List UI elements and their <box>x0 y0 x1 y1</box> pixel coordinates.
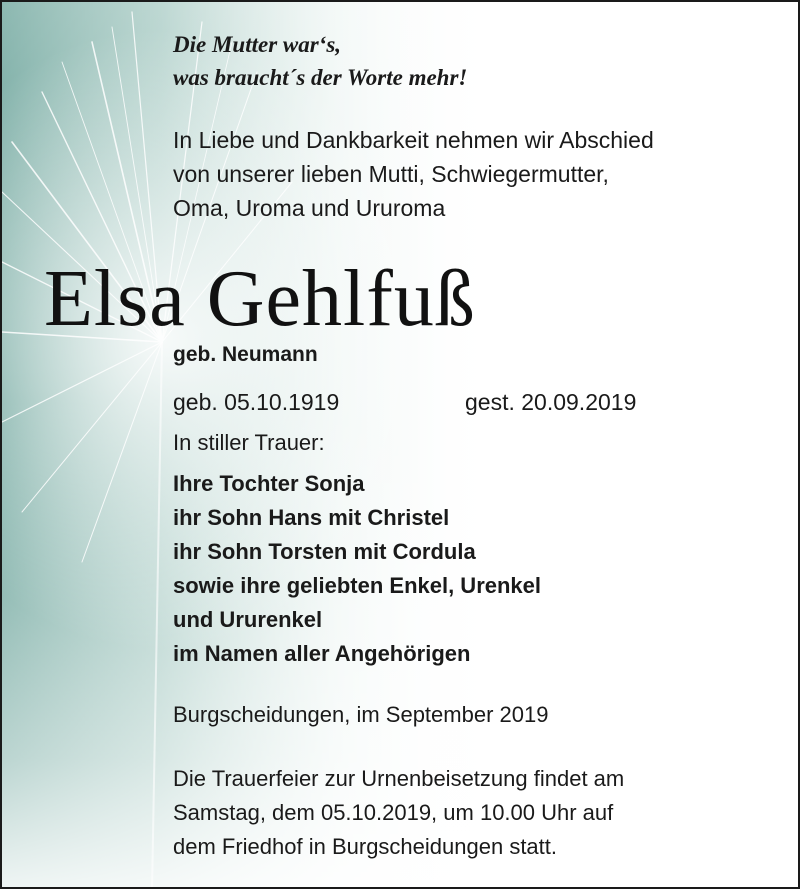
motto-line: was braucht´s der Worte mehr! <box>173 65 468 90</box>
deceased-name: Elsa Gehlfuß <box>44 255 476 343</box>
mourners-list <box>173 467 778 671</box>
life-dates <box>173 386 778 418</box>
mourning-intro: In stiller Trauer: <box>173 430 325 455</box>
mourner-line: ihr Sohn Hans mit Christel <box>173 505 450 530</box>
ceremony-info <box>173 762 778 864</box>
motto <box>173 28 778 94</box>
ceremony-line: Die Trauerfeier zur Urnenbeisetzung findet am <box>173 766 625 791</box>
death-date: gest. 20.09.2019 <box>465 389 637 415</box>
mourner-line: sowie ihre geliebten Enkel, Urenkel <box>173 573 542 598</box>
birth-date: geb. 05.10.1919 <box>173 389 340 415</box>
intro-line: Oma, Uroma und Ururoma <box>173 195 446 221</box>
mourner-line: ihr Sohn Torsten mit Cordula <box>173 539 476 564</box>
intro-line: In Liebe und Dankbarkeit nehmen wir Abschied <box>173 127 654 153</box>
maiden-name: geb. Neumann <box>173 343 318 366</box>
intro-text <box>173 123 778 225</box>
mourner-line: und Ururenkel <box>173 607 323 632</box>
ceremony-line: dem Friedhof in Burgscheidungen statt. <box>173 834 558 859</box>
place-and-date: Burgscheidungen, im September 2019 <box>173 702 549 727</box>
ceremony-line: Samstag, dem 05.10.2019, um 10.00 Uhr auf <box>173 800 614 825</box>
mourner-line: im Namen aller Angehörigen <box>173 641 471 666</box>
motto-line: Die Mutter war‘s, <box>173 32 342 57</box>
mourner-line: Ihre Tochter Sonja <box>173 471 365 496</box>
intro-line: von unserer lieben Mutti, Schwiegermutter, <box>173 161 609 187</box>
